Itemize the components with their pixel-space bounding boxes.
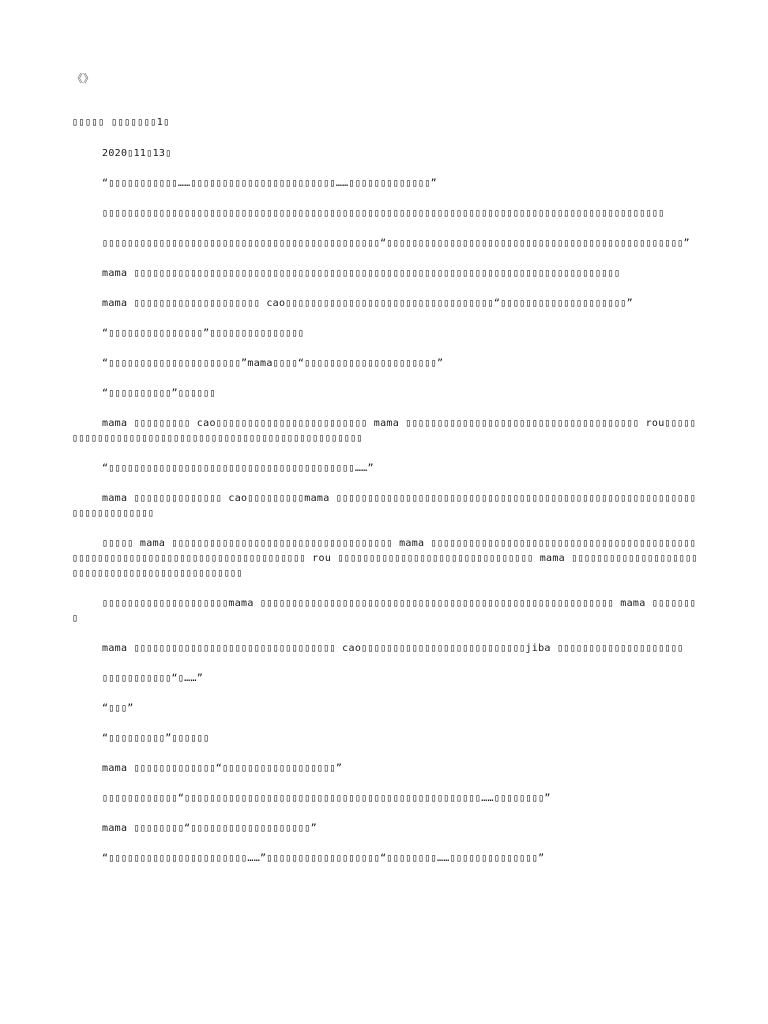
paragraph: “▯▯▯” [102, 703, 134, 714]
paragraph: “▯▯▯▯▯▯▯▯▯”▯▯▯▯▯▯ [102, 733, 210, 744]
paragraph: mama ▯▯▯▯▯▯▯▯▯▯▯▯▯▯▯▯▯▯▯▯▯▯▯▯▯▯▯▯▯▯▯▯▯▯▯▯▯▯▯▯▯▯▯▯▯▯▯▯▯▯▯▯▯▯▯▯▯▯▯▯▯▯▯▯▯▯▯▯▯▯▯▯▯▯▯▯▯ [102, 268, 621, 279]
paragraph: ▯▯▯▯▯▯▯▯▯▯▯“▯……” [102, 673, 204, 684]
paragraph: “▯▯▯▯▯▯▯▯▯▯▯▯▯▯▯▯▯▯▯▯▯▯▯▯▯▯▯▯▯▯▯▯▯▯▯▯▯▯▯……” [102, 463, 374, 474]
paragraph: “▯▯▯▯▯▯▯▯▯▯”▯▯▯▯▯▯ [102, 388, 216, 399]
paragraph: mama ▯▯▯▯▯▯▯▯▯▯▯▯▯▯▯▯▯▯▯▯ cao▯▯▯▯▯▯▯▯▯▯▯▯▯▯▯▯▯▯▯▯▯▯▯▯▯▯▯▯▯▯▯▯▯“▯▯▯▯▯▯▯▯▯▯▯▯▯▯▯▯▯▯▯▯” [102, 298, 633, 309]
paragraph: ▯▯▯▯▯▯▯▯▯▯▯▯▯▯▯▯▯▯▯▯mama ▯▯▯▯▯▯▯▯▯▯▯▯▯▯▯▯▯▯▯▯▯▯▯▯▯▯▯▯▯▯▯▯▯▯▯▯▯▯▯▯▯▯▯▯▯▯▯▯▯▯▯▯▯▯▯▯ mama ▯▯▯▯▯▯▯▯ [72, 598, 697, 624]
paragraph: “▯▯▯▯▯▯▯▯▯▯▯▯▯▯▯▯▯▯▯▯▯”mama▯▯▯▯“▯▯▯▯▯▯▯▯▯▯▯▯▯▯▯▯▯▯▯▯▯” [102, 358, 444, 369]
paragraph: ▯▯▯▯▯▯▯▯▯▯▯▯▯▯▯▯▯▯▯▯▯▯▯▯▯▯▯▯▯▯▯▯▯▯▯▯▯▯▯▯▯▯▯▯“▯▯▯▯▯▯▯▯▯▯▯▯▯▯▯▯▯▯▯▯▯▯▯▯▯▯▯▯▯▯▯▯▯▯▯▯▯▯▯▯▯▯▯▯▯▯▯” [102, 238, 690, 249]
paragraph: mama ▯▯▯▯▯▯▯▯▯ cao▯▯▯▯▯▯▯▯▯▯▯▯▯▯▯▯▯▯▯▯▯▯▯▯ mama ▯▯▯▯▯▯▯▯▯▯▯▯▯▯▯▯▯▯▯▯▯▯▯▯▯▯▯▯▯▯▯▯▯▯▯▯▯ rou▯▯▯▯▯▯▯▯▯▯▯▯▯▯▯▯▯▯▯▯▯▯▯▯▯▯▯▯▯▯▯▯▯▯▯▯▯▯▯▯▯▯▯▯▯▯▯▯▯▯▯ [72, 418, 697, 444]
chapter-heading: ▯▯▯▯▯ ▯▯▯▯▯▯▯1▯ [72, 117, 170, 128]
paragraph: ▯▯▯▯▯▯▯▯▯▯▯▯▯▯▯▯▯▯▯▯▯▯▯▯▯▯▯▯▯▯▯▯▯▯▯▯▯▯▯▯▯▯▯▯▯▯▯▯▯▯▯▯▯▯▯▯▯▯▯▯▯▯▯▯▯▯▯▯▯▯▯▯▯▯▯▯▯▯▯▯▯▯▯▯▯▯▯▯▯ [102, 208, 665, 219]
paragraph: ▯▯▯▯▯▯▯▯▯▯▯▯“▯▯▯▯▯▯▯▯▯▯▯▯▯▯▯▯▯▯▯▯▯▯▯▯▯▯▯▯▯▯▯▯▯▯▯▯▯▯▯▯▯▯▯▯▯▯▯……▯▯▯▯▯▯▯▯” [102, 793, 551, 804]
paragraph: 2020▯11▯13▯ [102, 148, 172, 159]
paragraph: mama ▯▯▯▯▯▯▯▯“▯▯▯▯▯▯▯▯▯▯▯▯▯▯▯▯▯▯▯” [102, 823, 317, 834]
paragraph: ▯▯▯▯▯ mama ▯▯▯▯▯▯▯▯▯▯▯▯▯▯▯▯▯▯▯▯▯▯▯▯▯▯▯▯▯▯▯▯▯▯▯ mama ▯▯▯▯▯▯▯▯▯▯▯▯▯▯▯▯▯▯▯▯▯▯▯▯▯▯▯▯▯▯▯▯▯▯▯▯▯▯▯▯▯▯▯▯▯▯▯▯▯▯▯▯▯▯▯▯▯▯▯▯▯▯▯▯▯▯▯▯▯▯▯▯▯▯▯▯▯▯▯ rou ▯▯▯▯▯▯▯▯▯▯▯▯▯▯▯▯▯▯▯▯▯▯▯▯▯▯▯▯▯▯▯ mama ▯▯▯▯▯▯▯▯▯▯▯▯▯▯▯▯▯▯▯▯▯▯▯▯▯▯▯▯▯▯▯▯▯▯▯▯▯▯▯▯▯▯▯▯▯▯▯ [72, 538, 698, 579]
paragraph: “▯▯▯▯▯▯▯▯▯▯▯▯▯▯▯▯▯▯▯▯▯▯……”▯▯▯▯▯▯▯▯▯▯▯▯▯▯▯▯▯▯“▯▯▯▯▯▯▯▯……▯▯▯▯▯▯▯▯▯▯▯▯▯▯” [102, 853, 545, 864]
paragraph: mama ▯▯▯▯▯▯▯▯▯▯▯▯▯“▯▯▯▯▯▯▯▯▯▯▯▯▯▯▯▯▯▯” [102, 763, 343, 774]
paragraph: “▯▯▯▯▯▯▯▯▯▯▯▯▯▯▯”▯▯▯▯▯▯▯▯▯▯▯▯▯▯▯ [102, 328, 305, 339]
paragraph: “▯▯▯▯▯▯▯▯▯▯▯……▯▯▯▯▯▯▯▯▯▯▯▯▯▯▯▯▯▯▯▯▯▯▯……▯▯▯▯▯▯▯▯▯▯▯▯▯” [102, 178, 437, 189]
body-text [72, 146, 704, 866]
paragraph: mama ▯▯▯▯▯▯▯▯▯▯▯▯▯▯ cao▯▯▯▯▯▯▯▯▯mama ▯▯▯▯▯▯▯▯▯▯▯▯▯▯▯▯▯▯▯▯▯▯▯▯▯▯▯▯▯▯▯▯▯▯▯▯▯▯▯▯▯▯▯▯▯▯▯▯▯▯▯▯▯▯▯▯▯▯▯▯▯▯▯▯▯▯▯▯▯▯ [72, 493, 697, 519]
book-title: 《》 [72, 72, 94, 85]
paragraph: mama ▯▯▯▯▯▯▯▯▯▯▯▯▯▯▯▯▯▯▯▯▯▯▯▯▯▯▯▯▯▯▯▯ cao▯▯▯▯▯▯▯▯▯▯▯▯▯▯▯▯▯▯▯▯▯▯▯▯▯▯jiba ▯▯▯▯▯▯▯▯▯▯▯▯▯▯▯▯▯▯▯▯ [102, 643, 684, 654]
